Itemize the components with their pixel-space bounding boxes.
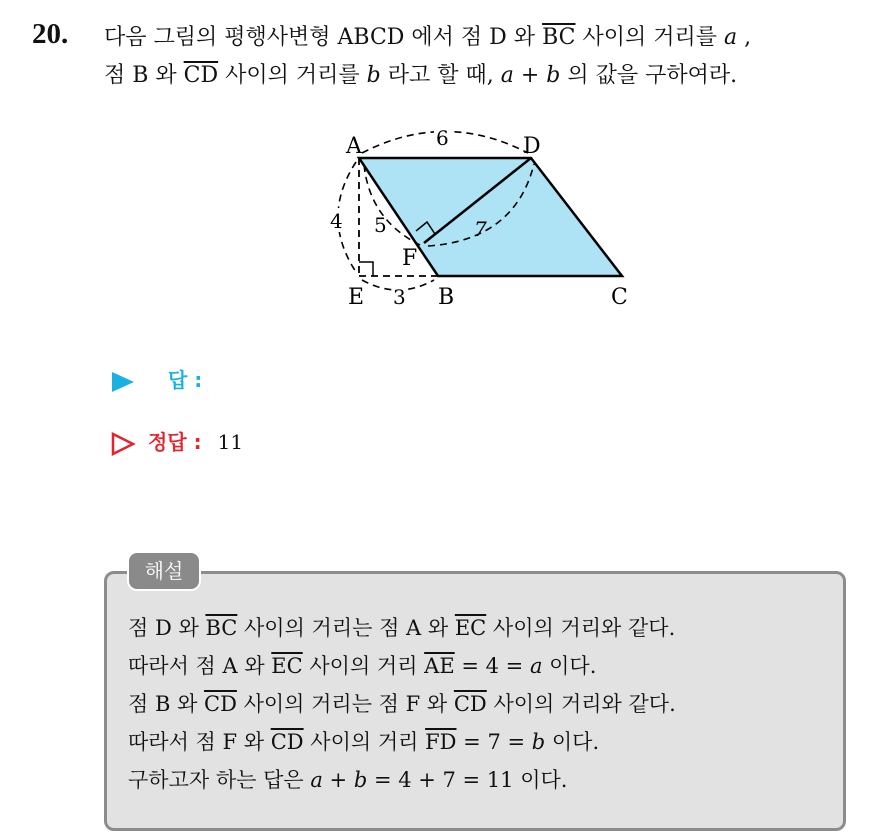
solution-line-5: [128, 764, 567, 794]
segment-cd: $\overline{CD}$: [204, 692, 237, 716]
solution-text: 따라서 점 F 와: [128, 730, 271, 754]
solution-text: 사이의 거리는 점 A 와: [237, 616, 455, 640]
variable-a: a: [500, 63, 514, 88]
question-line-2: [104, 58, 737, 89]
segment-fd: $\overline{FD}$: [425, 730, 457, 754]
segment-ae: $\overline{AE}$: [424, 654, 455, 678]
solution-text: = 4 =: [454, 654, 530, 678]
variable-b: b: [531, 730, 546, 754]
right-angle-mark-e: [359, 262, 373, 276]
segment-bc: $\overline{BC}$: [205, 616, 238, 640]
solution-line-2: [128, 650, 596, 680]
solution-text: 따라서 점 A 와: [128, 654, 272, 678]
correct-answer-value: 11: [217, 430, 244, 454]
question-text: 점 B 와: [104, 63, 184, 88]
segment-ec: $\overline{EC}$: [271, 654, 303, 678]
variable-a: a: [310, 768, 323, 792]
solution-text: 사이의 거리: [302, 654, 425, 678]
answer-row: [110, 364, 202, 395]
solution-text: 사이의 거리와 같다.: [486, 616, 676, 640]
variable-a: a: [529, 654, 543, 678]
segment-cd: $\overline{CD}$: [453, 692, 487, 716]
label-e: E: [348, 285, 365, 310]
question-text: 의 값을 구하여라.: [560, 63, 738, 88]
solution-text: 점 B 와: [128, 692, 205, 716]
solution-line-3: [128, 688, 676, 718]
parallelogram-figure: [320, 128, 640, 318]
variable-a: a: [723, 25, 738, 50]
variable-b: b: [353, 768, 368, 792]
play-triangle-icon: [110, 369, 136, 395]
question-text: 다음 그림의 평행사변형 ABCD 에서 점 D 와: [104, 25, 543, 50]
segment-ec: $\overline{EC}$: [454, 616, 487, 640]
measure-fd: 7: [474, 217, 487, 241]
correct-answer-label: 정답 :: [148, 430, 202, 454]
label-f: F: [402, 246, 418, 271]
correct-answer-row: [110, 426, 243, 457]
label-c: C: [611, 285, 628, 310]
outline-triangle-icon: [110, 431, 136, 457]
measure-eb: 3: [393, 285, 406, 309]
solution-tab: 해설: [129, 553, 199, 589]
answer-label: 답 :: [168, 368, 203, 392]
solution-text: 이다.: [542, 654, 597, 678]
question-text: 사이의 거리를: [218, 63, 367, 88]
solution-text: 사이의 거리와 같다.: [486, 692, 676, 716]
parallelogram-abcd: [359, 158, 622, 276]
question-text: 라고 할 때,: [380, 63, 501, 88]
segment-bc: $\overline{BC}$: [542, 25, 576, 50]
question-text: +: [513, 63, 547, 88]
segment-cd: $\overline{CD}$: [183, 63, 219, 88]
solution-line-4: [128, 726, 599, 756]
measure-af: 5: [374, 213, 387, 237]
question-text: ,: [737, 25, 752, 50]
solution-text: = 4 + 7 = 11 이다.: [367, 768, 568, 792]
variable-b: b: [366, 63, 381, 88]
segment-cd: $\overline{CD}$: [270, 730, 304, 754]
question-number: 20.: [32, 18, 69, 50]
label-a: A: [346, 134, 362, 159]
question-text: 사이의 거리를: [575, 25, 724, 50]
solution-text: 이다.: [545, 730, 600, 754]
solution-text: 사이의 거리: [303, 730, 426, 754]
solution-text: +: [322, 768, 354, 792]
variable-b: b: [546, 63, 561, 88]
measure-ad: 6: [436, 128, 449, 150]
question-line-1: [104, 20, 751, 51]
solution-text: 사이의 거리는 점 F 와: [236, 692, 454, 716]
solution-line-1: [128, 612, 675, 642]
solution-text: = 7 =: [456, 730, 532, 754]
label-b: B: [438, 285, 455, 310]
measure-ae: 4: [330, 209, 343, 233]
solution-text: 점 D 와: [128, 616, 206, 640]
label-d: D: [523, 134, 541, 159]
solution-text: 구하고자 하는 답은: [128, 768, 311, 792]
